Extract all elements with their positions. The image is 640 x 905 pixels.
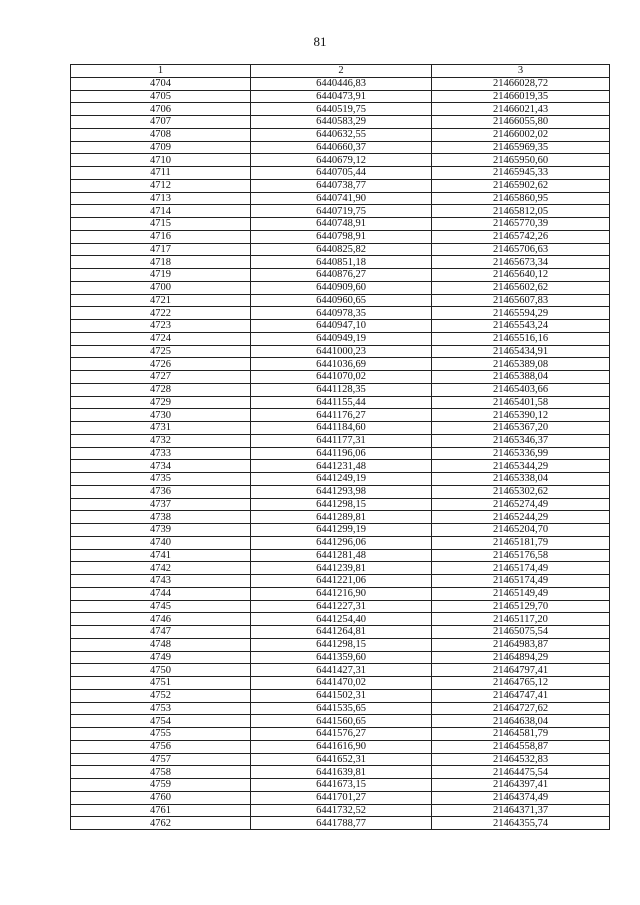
cell-y-coordinate: 21465543,24 — [432, 320, 610, 333]
cell-y-coordinate: 21465389,08 — [432, 358, 610, 371]
cell-y-coordinate: 21466028,72 — [432, 77, 610, 90]
table-row — [71, 689, 610, 702]
table-row — [71, 320, 610, 333]
table-row — [71, 358, 610, 371]
cell-y-coordinate: 21465344,29 — [432, 460, 610, 473]
cell-y-coordinate: 21465244,29 — [432, 511, 610, 524]
cell-y-coordinate: 21465401,58 — [432, 396, 610, 409]
cell-y-coordinate: 21464374,49 — [432, 791, 610, 804]
cell-point-number: 4751 — [71, 677, 251, 690]
cell-x-coordinate: 6441732,52 — [251, 804, 432, 817]
table-row — [71, 524, 610, 537]
cell-point-number: 4715 — [71, 218, 251, 231]
cell-y-coordinate: 21465516,16 — [432, 332, 610, 345]
table-row — [71, 128, 610, 141]
table-row — [71, 728, 610, 741]
table-row — [71, 294, 610, 307]
cell-point-number: 4738 — [71, 511, 251, 524]
cell-point-number: 4758 — [71, 766, 251, 779]
table-row — [71, 613, 610, 626]
cell-x-coordinate: 6440741,90 — [251, 192, 432, 205]
cell-y-coordinate: 21464747,41 — [432, 689, 610, 702]
cell-point-number: 4722 — [71, 307, 251, 320]
cell-y-coordinate: 21464638,04 — [432, 715, 610, 728]
table-row — [71, 549, 610, 562]
cell-y-coordinate: 21464983,87 — [432, 638, 610, 651]
table-row — [71, 281, 610, 294]
cell-y-coordinate: 21465346,37 — [432, 434, 610, 447]
column-header-y: 3 — [432, 65, 610, 78]
table-row — [71, 575, 610, 588]
table-row — [71, 638, 610, 651]
cell-x-coordinate: 6441177,31 — [251, 434, 432, 447]
cell-x-coordinate: 6441264,81 — [251, 626, 432, 639]
cell-y-coordinate: 21465812,05 — [432, 205, 610, 218]
cell-point-number: 4752 — [71, 689, 251, 702]
cell-x-coordinate: 6441788,77 — [251, 817, 432, 830]
table-row — [71, 600, 610, 613]
cell-y-coordinate: 21465950,60 — [432, 154, 610, 167]
cell-point-number: 4700 — [71, 281, 251, 294]
cell-x-coordinate: 6441299,19 — [251, 524, 432, 537]
coordinates-table — [70, 64, 610, 830]
cell-y-coordinate: 21465338,04 — [432, 473, 610, 486]
cell-y-coordinate: 21464727,62 — [432, 702, 610, 715]
cell-point-number: 4741 — [71, 549, 251, 562]
table-row — [71, 116, 610, 129]
cell-point-number: 4747 — [71, 626, 251, 639]
cell-x-coordinate: 6440825,82 — [251, 243, 432, 256]
cell-point-number: 4756 — [71, 740, 251, 753]
table-row — [71, 715, 610, 728]
column-header-x: 2 — [251, 65, 432, 78]
cell-x-coordinate: 6441249,19 — [251, 473, 432, 486]
cell-x-coordinate: 6441701,27 — [251, 791, 432, 804]
table-row — [71, 536, 610, 549]
cell-point-number: 4711 — [71, 167, 251, 180]
cell-x-coordinate: 6441176,27 — [251, 409, 432, 422]
cell-point-number: 4757 — [71, 753, 251, 766]
cell-y-coordinate: 21466055,80 — [432, 116, 610, 129]
cell-x-coordinate: 6441070,02 — [251, 371, 432, 384]
cell-point-number: 4714 — [71, 205, 251, 218]
table-row — [71, 626, 610, 639]
table-row — [71, 103, 610, 116]
cell-x-coordinate: 6441652,31 — [251, 753, 432, 766]
table-row — [71, 218, 610, 231]
cell-point-number: 4762 — [71, 817, 251, 830]
cell-x-coordinate: 6441535,65 — [251, 702, 432, 715]
cell-point-number: 4760 — [71, 791, 251, 804]
cell-x-coordinate: 6441155,44 — [251, 396, 432, 409]
cell-point-number: 4713 — [71, 192, 251, 205]
table-row — [71, 702, 610, 715]
cell-point-number: 4739 — [71, 524, 251, 537]
table-row — [71, 90, 610, 103]
cell-point-number: 4729 — [71, 396, 251, 409]
cell-y-coordinate: 21466002,02 — [432, 128, 610, 141]
cell-point-number: 4753 — [71, 702, 251, 715]
cell-y-coordinate: 21465945,33 — [432, 167, 610, 180]
cell-x-coordinate: 6440909,60 — [251, 281, 432, 294]
table-row — [71, 396, 610, 409]
cell-x-coordinate: 6441427,31 — [251, 664, 432, 677]
table-row — [71, 498, 610, 511]
cell-x-coordinate: 6440473,91 — [251, 90, 432, 103]
table-header-row — [71, 65, 610, 78]
cell-point-number: 4725 — [71, 345, 251, 358]
cell-point-number: 4727 — [71, 371, 251, 384]
table-row — [71, 434, 610, 447]
cell-x-coordinate: 6440519,75 — [251, 103, 432, 116]
cell-x-coordinate: 6440798,91 — [251, 230, 432, 243]
cell-point-number: 4750 — [71, 664, 251, 677]
table-row — [71, 345, 610, 358]
cell-x-coordinate: 6440738,77 — [251, 179, 432, 192]
cell-point-number: 4754 — [71, 715, 251, 728]
cell-point-number: 4723 — [71, 320, 251, 333]
table-row — [71, 383, 610, 396]
cell-point-number: 4740 — [71, 536, 251, 549]
cell-y-coordinate: 21465602,62 — [432, 281, 610, 294]
cell-point-number: 4761 — [71, 804, 251, 817]
cell-x-coordinate: 6441289,81 — [251, 511, 432, 524]
table-row — [71, 409, 610, 422]
cell-x-coordinate: 6441298,15 — [251, 638, 432, 651]
cell-x-coordinate: 6441616,90 — [251, 740, 432, 753]
cell-x-coordinate: 6440876,27 — [251, 269, 432, 282]
column-header-point: 1 — [71, 65, 251, 78]
cell-y-coordinate: 21465117,20 — [432, 613, 610, 626]
table-row — [71, 371, 610, 384]
table-row — [71, 422, 610, 435]
cell-point-number: 4712 — [71, 179, 251, 192]
cell-y-coordinate: 21465434,91 — [432, 345, 610, 358]
table-row — [71, 192, 610, 205]
cell-x-coordinate: 6440949,19 — [251, 332, 432, 345]
cell-point-number: 4745 — [71, 600, 251, 613]
cell-point-number: 4709 — [71, 141, 251, 154]
cell-y-coordinate: 21465770,39 — [432, 218, 610, 231]
cell-point-number: 4737 — [71, 498, 251, 511]
cell-y-coordinate: 21465274,49 — [432, 498, 610, 511]
cell-point-number: 4728 — [71, 383, 251, 396]
table-row — [71, 256, 610, 269]
cell-point-number: 4744 — [71, 587, 251, 600]
cell-y-coordinate: 21466021,43 — [432, 103, 610, 116]
cell-x-coordinate: 6441560,65 — [251, 715, 432, 728]
cell-y-coordinate: 21465673,34 — [432, 256, 610, 269]
table-row — [71, 817, 610, 830]
cell-x-coordinate: 6441196,06 — [251, 447, 432, 460]
cell-point-number: 4755 — [71, 728, 251, 741]
cell-y-coordinate: 21465176,58 — [432, 549, 610, 562]
page-number: 81 — [313, 34, 327, 49]
cell-y-coordinate: 21465174,49 — [432, 575, 610, 588]
table-row — [71, 740, 610, 753]
cell-y-coordinate: 21464475,54 — [432, 766, 610, 779]
table-row — [71, 587, 610, 600]
cell-x-coordinate: 6440851,18 — [251, 256, 432, 269]
cell-y-coordinate: 21466019,35 — [432, 90, 610, 103]
cell-point-number: 4734 — [71, 460, 251, 473]
cell-y-coordinate: 21465860,95 — [432, 192, 610, 205]
cell-point-number: 4708 — [71, 128, 251, 141]
cell-y-coordinate: 21465181,79 — [432, 536, 610, 549]
table-row — [71, 243, 610, 256]
cell-point-number: 4717 — [71, 243, 251, 256]
cell-point-number: 4724 — [71, 332, 251, 345]
cell-point-number: 4716 — [71, 230, 251, 243]
cell-x-coordinate: 6441254,40 — [251, 613, 432, 626]
cell-point-number: 4710 — [71, 154, 251, 167]
cell-y-coordinate: 21465742,26 — [432, 230, 610, 243]
cell-y-coordinate: 21465204,70 — [432, 524, 610, 537]
cell-y-coordinate: 21465129,70 — [432, 600, 610, 613]
cell-y-coordinate: 21464765,12 — [432, 677, 610, 690]
cell-y-coordinate: 21465367,20 — [432, 422, 610, 435]
cell-point-number: 4748 — [71, 638, 251, 651]
cell-x-coordinate: 6440978,35 — [251, 307, 432, 320]
cell-x-coordinate: 6441502,31 — [251, 689, 432, 702]
cell-y-coordinate: 21465594,29 — [432, 307, 610, 320]
cell-x-coordinate: 6441000,23 — [251, 345, 432, 358]
cell-x-coordinate: 6441227,31 — [251, 600, 432, 613]
cell-y-coordinate: 21464581,79 — [432, 728, 610, 741]
cell-point-number: 4733 — [71, 447, 251, 460]
cell-point-number: 4704 — [71, 77, 251, 90]
cell-y-coordinate: 21465607,83 — [432, 294, 610, 307]
cell-y-coordinate: 21465390,12 — [432, 409, 610, 422]
cell-y-coordinate: 21465302,62 — [432, 485, 610, 498]
table-row — [71, 779, 610, 792]
cell-x-coordinate: 6440748,91 — [251, 218, 432, 231]
cell-x-coordinate: 6441221,06 — [251, 575, 432, 588]
table-row — [71, 269, 610, 282]
cell-x-coordinate: 6440632,55 — [251, 128, 432, 141]
cell-x-coordinate: 6441470,02 — [251, 677, 432, 690]
cell-x-coordinate: 6441639,81 — [251, 766, 432, 779]
cell-y-coordinate: 21464558,87 — [432, 740, 610, 753]
cell-point-number: 4726 — [71, 358, 251, 371]
cell-x-coordinate: 6441184,60 — [251, 422, 432, 435]
cell-y-coordinate: 21464397,41 — [432, 779, 610, 792]
cell-x-coordinate: 6440719,75 — [251, 205, 432, 218]
cell-x-coordinate: 6440705,44 — [251, 167, 432, 180]
cell-x-coordinate: 6441216,90 — [251, 587, 432, 600]
cell-x-coordinate: 6441293,98 — [251, 485, 432, 498]
cell-point-number: 4736 — [71, 485, 251, 498]
cell-y-coordinate: 21464355,74 — [432, 817, 610, 830]
table-row — [71, 447, 610, 460]
table-row — [71, 511, 610, 524]
cell-point-number: 4705 — [71, 90, 251, 103]
cell-y-coordinate: 21465149,49 — [432, 587, 610, 600]
cell-point-number: 4749 — [71, 651, 251, 664]
cell-y-coordinate: 21465902,62 — [432, 179, 610, 192]
cell-x-coordinate: 6441576,27 — [251, 728, 432, 741]
cell-point-number: 4706 — [71, 103, 251, 116]
cell-point-number: 4719 — [71, 269, 251, 282]
table-body — [71, 77, 610, 829]
cell-point-number: 4742 — [71, 562, 251, 575]
table-row — [71, 664, 610, 677]
cell-x-coordinate: 6440947,10 — [251, 320, 432, 333]
table-row — [71, 485, 610, 498]
table-row — [71, 473, 610, 486]
cell-y-coordinate: 21464532,83 — [432, 753, 610, 766]
cell-y-coordinate: 21465403,66 — [432, 383, 610, 396]
cell-y-coordinate: 21465706,63 — [432, 243, 610, 256]
cell-y-coordinate: 21464797,41 — [432, 664, 610, 677]
cell-point-number: 4731 — [71, 422, 251, 435]
cell-x-coordinate: 6441296,06 — [251, 536, 432, 549]
table-row — [71, 766, 610, 779]
table-row — [71, 205, 610, 218]
cell-point-number: 4746 — [71, 613, 251, 626]
cell-y-coordinate: 21465969,35 — [432, 141, 610, 154]
cell-x-coordinate: 6441298,15 — [251, 498, 432, 511]
cell-point-number: 4732 — [71, 434, 251, 447]
cell-x-coordinate: 6440446,83 — [251, 77, 432, 90]
table-row — [71, 753, 610, 766]
cell-y-coordinate: 21464894,29 — [432, 651, 610, 664]
cell-y-coordinate: 21465640,12 — [432, 269, 610, 282]
table-row — [71, 332, 610, 345]
table-row — [71, 791, 610, 804]
cell-x-coordinate: 6441239,81 — [251, 562, 432, 575]
cell-x-coordinate: 6441673,15 — [251, 779, 432, 792]
cell-x-coordinate: 6441036,69 — [251, 358, 432, 371]
cell-point-number: 4759 — [71, 779, 251, 792]
cell-y-coordinate: 21464371,37 — [432, 804, 610, 817]
table-row — [71, 230, 610, 243]
cell-point-number: 4721 — [71, 294, 251, 307]
cell-point-number: 4730 — [71, 409, 251, 422]
cell-point-number: 4707 — [71, 116, 251, 129]
cell-x-coordinate: 6440660,37 — [251, 141, 432, 154]
table-row — [71, 154, 610, 167]
cell-point-number: 4735 — [71, 473, 251, 486]
cell-x-coordinate: 6441128,35 — [251, 383, 432, 396]
cell-x-coordinate: 6441359,60 — [251, 651, 432, 664]
cell-y-coordinate: 21465388,04 — [432, 371, 610, 384]
cell-x-coordinate: 6440583,29 — [251, 116, 432, 129]
table-row — [71, 307, 610, 320]
cell-x-coordinate: 6441231,48 — [251, 460, 432, 473]
cell-y-coordinate: 21465075,54 — [432, 626, 610, 639]
cell-x-coordinate: 6441281,48 — [251, 549, 432, 562]
table-row — [71, 677, 610, 690]
cell-point-number: 4718 — [71, 256, 251, 269]
table-row — [71, 167, 610, 180]
table-row — [71, 804, 610, 817]
table-row — [71, 77, 610, 90]
cell-y-coordinate: 21465336,99 — [432, 447, 610, 460]
table-row — [71, 179, 610, 192]
cell-x-coordinate: 6440960,65 — [251, 294, 432, 307]
table-row — [71, 460, 610, 473]
cell-y-coordinate: 21465174,49 — [432, 562, 610, 575]
cell-x-coordinate: 6440679,12 — [251, 154, 432, 167]
table-row — [71, 141, 610, 154]
table-row — [71, 562, 610, 575]
table-row — [71, 651, 610, 664]
cell-point-number: 4743 — [71, 575, 251, 588]
